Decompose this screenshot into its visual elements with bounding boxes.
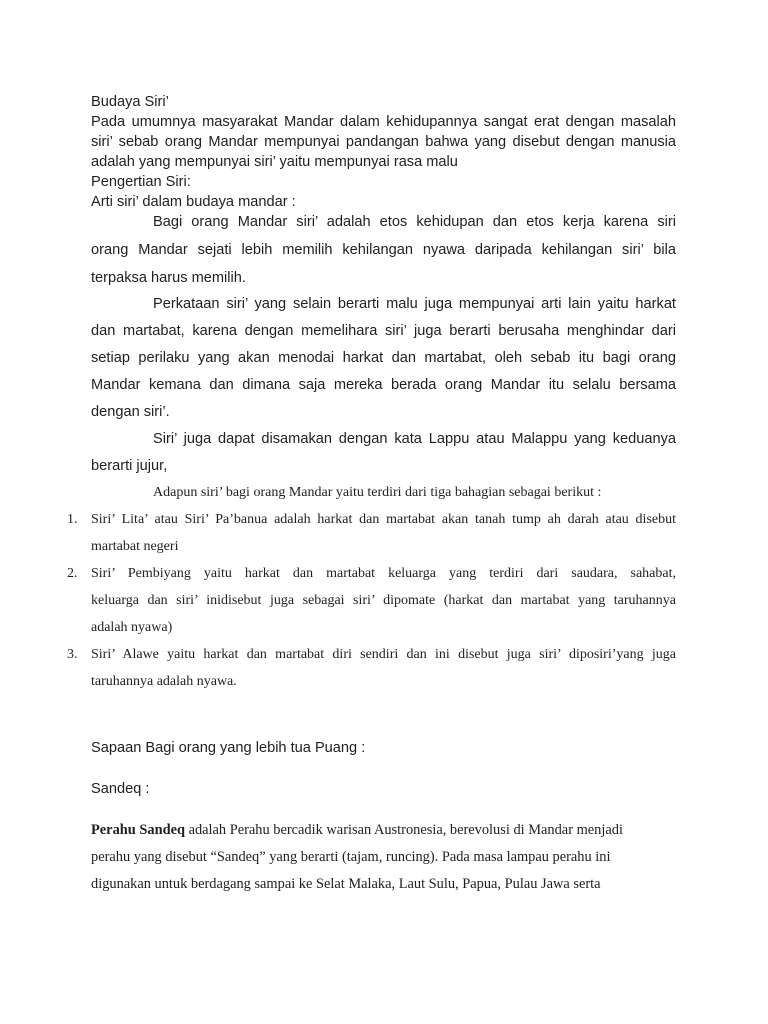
perahu-line-1-rest: adalah Perahu bercadik warisan Austronesia, berevolusi di Mandar menjadi <box>184 822 623 838</box>
list-intro: Adapun siri’ bagi orang Mandar yaitu terdiri dari tiga bahagian sebagai berikut : <box>153 485 602 500</box>
list-item-2-line-2: keluarga dan siri’ inidisebut juga sebagai siri’ dipomate (harkat dan martabat yang taruhannya <box>91 593 676 608</box>
list-item-3-line-2: taruhannya adalah nyawa. <box>91 674 237 689</box>
para1-line-1: Bagi orang Mandar siri’ adalah etos kehidupan dan etos kerja karena siri <box>153 214 676 230</box>
sapaan-heading: Sapaan Bagi orang yang lebih tua Puang : <box>91 740 366 756</box>
para3-line-1: Siri’ juga dapat disamakan dengan kata Lappu atau Malappu yang keduanya <box>153 431 676 447</box>
para1-line-2: orang Mandar sejati lebih memilih kehilangan nyawa daripada kehilangan siri’ bila <box>91 242 676 258</box>
perahu-line-1 <box>91 822 623 839</box>
sandeq-heading: Sandeq : <box>91 781 150 797</box>
list-number-3: 3. <box>67 647 78 662</box>
para2-line-5: dengan siri’. <box>91 404 170 420</box>
intro-line-3: adalah yang mempunyai siri’ yaitu mempunyai rasa malu <box>91 154 458 170</box>
perahu-line-2: perahu yang disebut “Sandeq” yang berarti (tajam, runcing). Pada masa lampau perahu ini <box>91 849 611 865</box>
heading-pengertian-siri: Pengertian Siri: <box>91 174 191 190</box>
list-item-3-line-1: Siri’ Alawe yaitu harkat dan martabat diri sendiri dan ini disebut juga siri’ diposiri’yang juga <box>91 647 676 662</box>
para2-line-2: dan martabat, karena dengan memelihara siri’ juga berarti berusaha menghindar dari <box>91 323 676 339</box>
para3-line-2: berarti jujur, <box>91 458 168 474</box>
list-item-2-line-1: Siri’ Pembiyang yaitu harkat dan martabat keluarga yang terdiri dari saudara, sahabat, <box>91 566 676 581</box>
perahu-sandeq-term: Perahu Sandeq <box>91 822 185 838</box>
heading-arti-siri: Arti siri’ dalam budaya mandar : <box>91 194 296 210</box>
intro-line-2: siri’ sebab orang Mandar mempunyai pandangan bahwa yang disebut dengan manusia <box>91 134 676 150</box>
para2-line-1: Perkataan siri’ yang selain berarti malu juga mempunyai arti lain yaitu harkat <box>153 296 676 312</box>
list-number-2: 2. <box>67 566 78 581</box>
para2-line-3: setiap perilaku yang akan menodai harkat dan martabat, oleh sebab itu bagi orang <box>91 350 676 366</box>
list-number-1: 1. <box>67 512 78 527</box>
list-item-1-line-1: Siri’ Lita’ atau Siri’ Pa’banua adalah harkat dan martabat akan tanah tump ah darah atau disebut <box>91 512 676 527</box>
heading-budaya-siri: Budaya Siri’ <box>91 94 169 110</box>
list-item-2-line-3: adalah nyawa) <box>91 620 173 635</box>
perahu-line-3: digunakan untuk berdagang sampai ke Selat Malaka, Laut Sulu, Papua, Pulau Jawa serta <box>91 876 601 892</box>
para1-line-3: terpaksa harus memilih. <box>91 270 246 286</box>
list-item-1-line-2: martabat negeri <box>91 539 179 554</box>
intro-line-1: Pada umumnya masyarakat Mandar dalam kehidupannya sangat erat dengan masalah <box>91 114 676 130</box>
para2-line-4: Mandar kemana dan dimana saja mereka berada orang Mandar itu selalu bersama <box>91 377 676 393</box>
